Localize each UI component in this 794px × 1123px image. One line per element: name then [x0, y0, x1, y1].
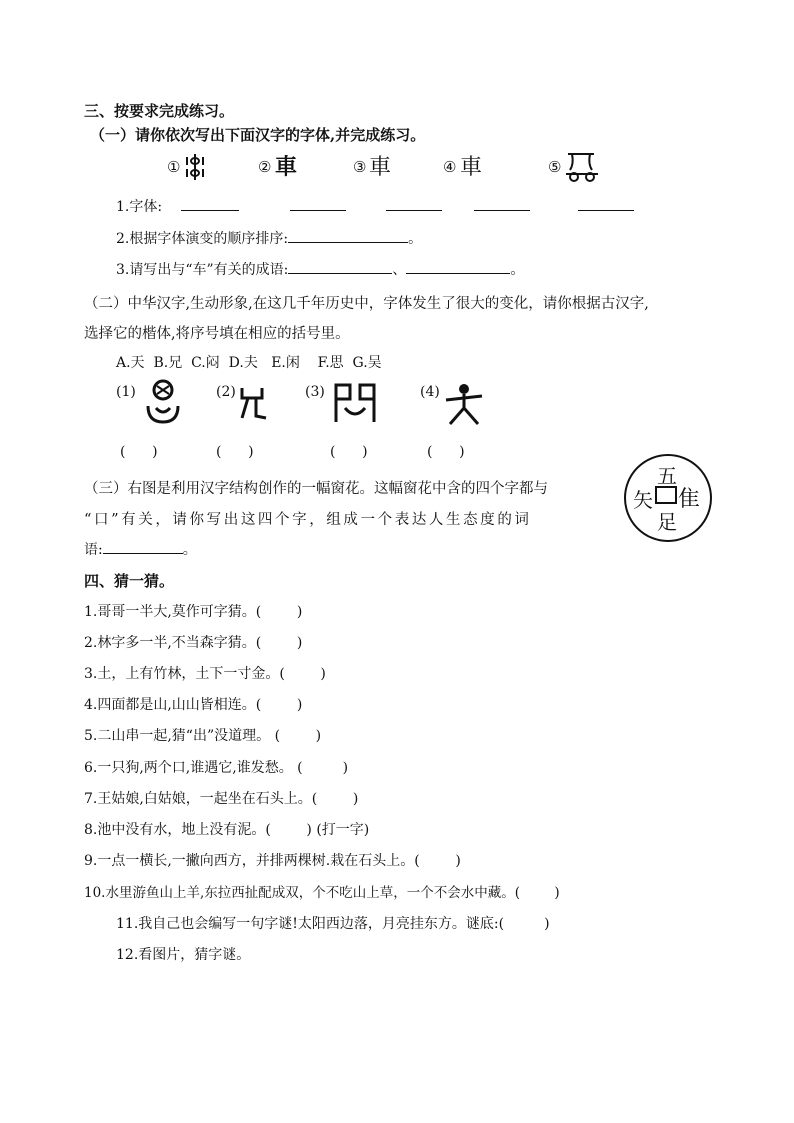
window-flower-image	[624, 454, 712, 542]
riddle-4: 4.四面都是山,山山皆相连。( )	[84, 697, 303, 713]
part2-line-1: （二）中华汉字,生动形象,在这几千年历史中，字体发生了很大的变化，请你根据古汉字,	[84, 296, 649, 312]
order-blank[interactable]	[288, 228, 408, 243]
riddle-6: 6.一只狗,两个口,谁遇它,谁发愁。 ( )	[84, 760, 349, 776]
part3-line-2: “口”有关，请你写出这四个字，组成一个表达人生态度的词	[84, 512, 532, 528]
glyph-number-1: ①	[167, 158, 181, 176]
oracle-che-glyph	[183, 152, 207, 182]
window-char-right: 隹	[678, 487, 701, 512]
glyph-number-3: ③	[353, 158, 367, 176]
riddle-8: 8.池中没有水，地上没有泥。( ) (打一字)	[84, 822, 370, 838]
answer-blank-4[interactable]	[474, 196, 530, 211]
part1-title: （一）请你依次写出下面汉字的字体,并完成练习。	[90, 126, 426, 144]
attitude-word-blank[interactable]	[103, 539, 183, 554]
ancient-label-1: (1)	[116, 384, 136, 400]
riddle-7: 7.王姑娘,白姑娘，一起坐在石头上。( )	[84, 791, 359, 807]
answer-paren-4[interactable]: ( )	[427, 444, 465, 460]
ancient-character-fu	[444, 382, 484, 428]
glyph-number-5: ⑤	[548, 158, 562, 176]
idiom-blank-1[interactable]	[288, 259, 392, 274]
answer-blank-3[interactable]	[386, 196, 442, 211]
section4-title: 四、猜一猜。	[84, 572, 175, 590]
regular-che-glyph: 車	[460, 155, 483, 180]
answer-blank-2[interactable]	[290, 196, 346, 211]
riddle-3: 3.土，上有竹林，土下一寸金。( )	[84, 666, 326, 682]
riddle-12: 12.看图片，猜字谜。	[116, 947, 251, 963]
riddle-11: 11.我自己也会编写一句字谜!太阳西边落，月亮挂东方。谜底:( )	[116, 916, 550, 932]
ancient-label-3: (3)	[305, 384, 325, 400]
ancient-character-xiong	[238, 384, 268, 424]
riddle-10: 10.水里游鱼山上羊,东拉西扯配成双，个不吃山上草，一个不会水中藏。( )	[84, 885, 560, 901]
part2-options: A.天 B.兄 C.闷 D.夫 E.闲 F.思 G.吴	[116, 355, 382, 371]
ancient-label-4: (4)	[420, 384, 440, 400]
part3-line-1: （三）右图是利用汉字结构创作的一幅窗花。这幅窗花中含的四个字都与	[84, 481, 548, 497]
window-char-bottom: 足	[657, 510, 677, 534]
ancient-character-si	[142, 378, 184, 426]
glyph-number-2: ②	[258, 158, 272, 176]
glyph-number-4: ④	[443, 158, 457, 176]
q2-label: 2.根据字体演变的顺序排序:	[116, 231, 289, 247]
bronze-che-glyph	[564, 150, 600, 184]
q2-end: 。	[408, 231, 423, 247]
q2-line	[116, 228, 422, 248]
window-char-top: 五	[657, 464, 677, 488]
q3-line	[116, 259, 524, 279]
seal-che-glyph: 車	[275, 155, 298, 180]
part2-line-2: 选择它的楷体,将序号填在相应的括号里。	[84, 326, 350, 342]
ancient-character-men	[333, 382, 377, 426]
window-char-left: 矢	[633, 488, 653, 512]
ancient-label-2: (2)	[216, 384, 236, 400]
answer-paren-3[interactable]: ( )	[330, 444, 368, 460]
answer-paren-2[interactable]: ( )	[216, 444, 254, 460]
part3-line-3-label: 语:	[84, 542, 103, 558]
riddle-5: 5.二山串一起,猜“出”没道理。 ( )	[84, 728, 322, 744]
answer-blank-1[interactable]	[181, 196, 239, 211]
riddle-2: 2.林字多一半,不当森字猜。( )	[84, 635, 303, 651]
riddle-1: 1.哥哥一半大,莫作可字猜。( )	[84, 604, 303, 620]
part3-line-3	[84, 539, 197, 559]
q3-label: 3.请写出与“车”有关的成语:	[116, 262, 289, 278]
q1-label: 1.字体:	[116, 199, 163, 215]
clerical-che-glyph: 車	[369, 155, 392, 180]
idiom-blank-2[interactable]	[406, 259, 510, 274]
q3-end: 。	[510, 262, 525, 278]
window-center-mouth	[655, 486, 677, 504]
q3-sep: 、	[392, 262, 407, 278]
section3-title: 三、按要求完成练习。	[84, 102, 235, 120]
riddle-9: 9.一点一横长,一撇向西方，并排两棵树.栽在石头上。( )	[84, 853, 461, 869]
answer-blank-5[interactable]	[578, 196, 634, 211]
part3-line-3-end: 。	[182, 542, 197, 558]
answer-paren-1[interactable]: ( )	[120, 444, 158, 460]
